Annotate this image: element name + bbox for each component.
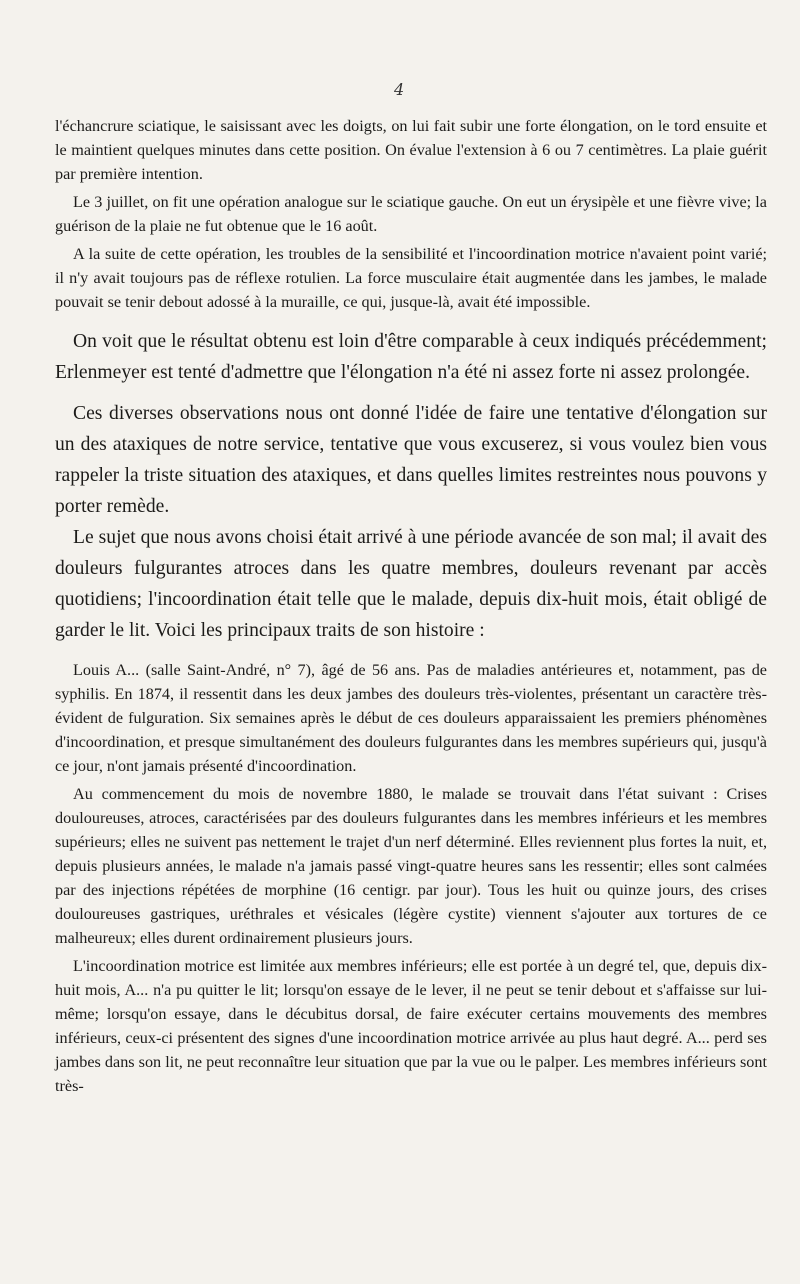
paragraph-attempt-idea: Ces diverses observations nous ont donné l'idée de faire une tentative d'élongation sur un des ataxiques de notre service, tentative que vous excuserez, si vous voulez bien vous rappeler la triste situation des ataxiques, et dans quelles limites restreintes nous pouvons y porter remède. — [55, 403, 767, 517]
paragraph-subject-description: Le sujet que nous avons choisi était arrivé à une période avancée de son mal; il avait des douleurs fulgurantes atroces dans les quatre membres, douleurs revenant par accès quotidiens; l'incoordination était telle que le malade, depuis dix-huit mois, était obligé de garder le lit. Voici les principaux traits de son histoire : — [55, 527, 767, 641]
paragraph-november-state: Au commencement du mois de novembre 1880, le malade se trouvait dans l'état suivant : Crises douloureuses, atroces, caractérisées par des douleurs fulgurantes dans les membres inférieurs et les membres supérieurs; elles ne suivent pas nettement le trajet d'un nerf déterminé. Elles reviennent plus fortes la nuit, et, depuis plusieurs années, le malade n'a jamais passé vingt-quatre heures sans les ressentir; elles sont calmées par des injections répétées de morphine (16 centigr. par jour). Tous les huit ou quinze jours, des crises douloureuses gastriques, uréthrales et vésicales (légère cystite) viennent s'ajouter aux tortures de ce malheureux; elles durent ordinairement plusieurs jours. — [55, 785, 767, 947]
page-body — [55, 114, 767, 1098]
paragraph-after-operation: A la suite de cette opération, les troubles de la sensibilité et l'incoordination motrice n'avaient point varié; il n'y avait toujours pas de réflexe rotulien. La force musculaire était augmentée dans les jambes, le malade pouvait se tenir debout adossé à la muraille, ce qui, jusque-là, avait été impossible. — [55, 245, 767, 311]
paragraph-result-comparison: On voit que le résultat obtenu est loin d'être comparable à ceux indiqués précédemment; Erlenmeyer est tenté d'admettre que l'élongation n'a été ni assez forte ni assez prolongée. — [55, 331, 767, 383]
page-number: 4 — [394, 80, 405, 99]
paragraph-motor-incoordination: L'incoordination motrice est limitée aux membres inférieurs; elle est portée à un degré tel, que, depuis dix-huit mois, A... n'a pu quitter le lit; lorsqu'on essaye de le lever, il ne peut se tenir debout et s'affaisse sur lui-même; lorsqu'on essaye, dans le décubitus dorsal, de faire exécuter certains mouvements des membres inférieurs, ceux-ci présentent des signes d'une incoordination motrice arrivée au plus haut degré. A... perd ses jambes dans son lit, ne peut reconnaître leur situation que par la vue ou le palper. Les membres inférieurs sont très- — [55, 957, 767, 1095]
paragraph-july-operation: Le 3 juillet, on fit une opération analogue sur le sciatique gauche. On eut un érysipèle et une fièvre vive; la guérison de la plaie ne fut obtenue que le 16 août. — [55, 193, 767, 235]
paragraph-sciatic-stretch: l'échancrure sciatique, le saisissant avec les doigts, on lui fait subir une forte élongation, on le tord ensuite et le maintient quelques minutes dans cette position. On évalue l'extension à 6 ou 7 centimètres. La plaie guérit par première intention. — [55, 117, 767, 183]
paragraph-patient-history: Louis A... (salle Saint-André, n° 7), âgé de 56 ans. Pas de maladies antérieures et, notamment, pas de syphilis. En 1874, il ressentit dans les deux jambes des douleurs très-violentes, présentant un caractère très-évident de fulguration. Six semaines après le début de ces douleurs apparaissaient les premiers phénomènes d'incoordination, et presque simultanément des douleurs fulgurantes dans les membres supérieurs qui, jusqu'à ce jour, n'ont jamais présenté d'incoordination. — [55, 661, 767, 775]
